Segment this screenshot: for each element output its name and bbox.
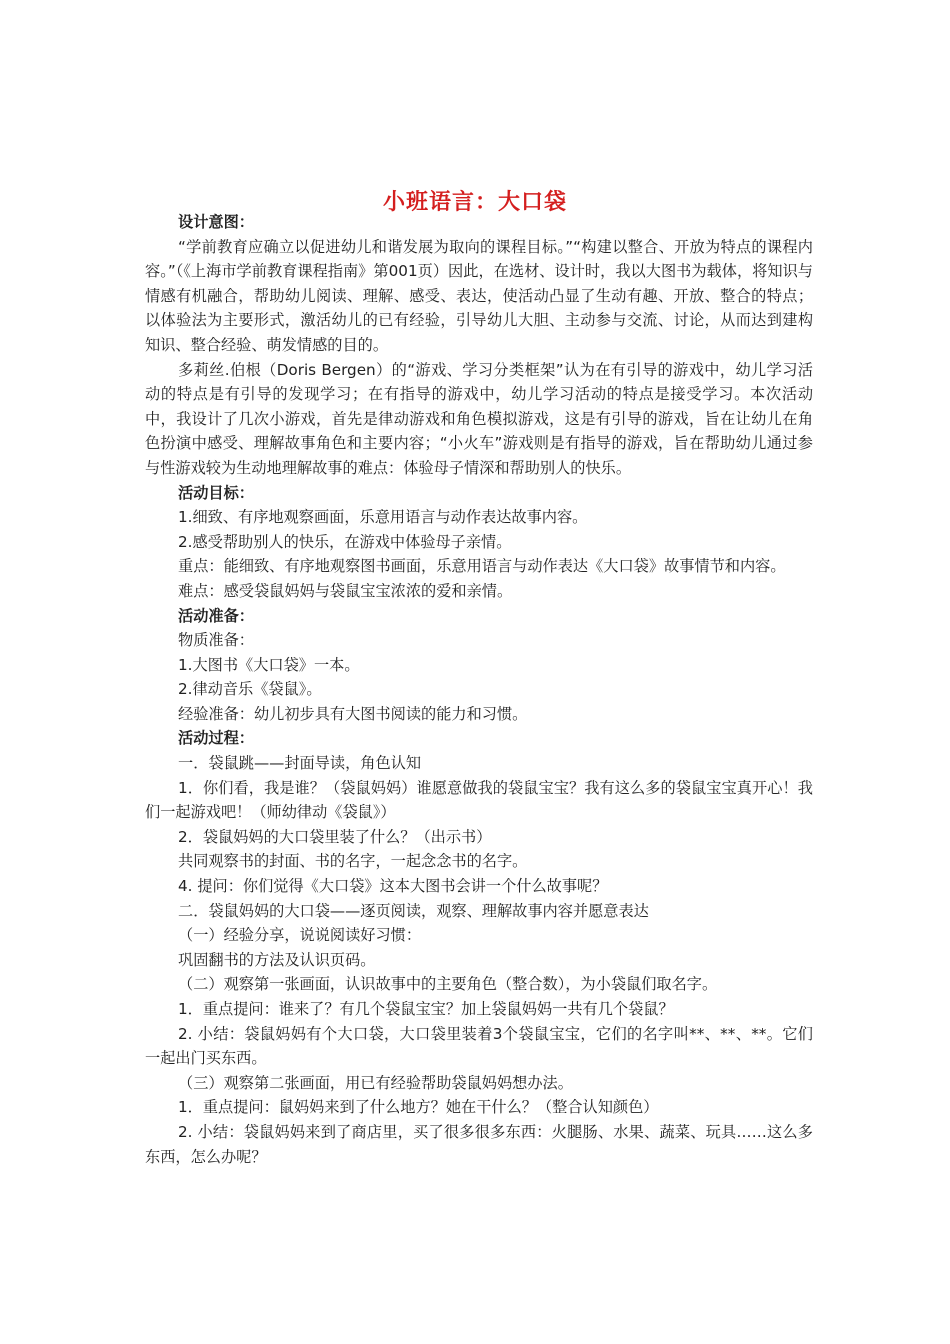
paragraph: “学前教育应确立以促进幼儿和谐发展为取向的课程目标。”“构建以整合、开放为特点的课程内容。”（《上海市学前教育课程指南》第001页）因此，在选材、设计时，我以大图书为载体，将知识与情感有机融合，帮助幼儿阅读、理解、感受、表达，使活动凸显了生动有趣、开放、整合的特点；以体验法为主要形式，激活幼儿的已有经验，引导幼儿大胆、主动参与交流、讨论，从而达到建构知识、整合经验、萌发情感的目的。 bbox=[145, 237, 813, 354]
paragraph: 重点：能细致、有序地观察图书画面，乐意用语言与动作表达《大口袋》故事情节和内容。 bbox=[178, 557, 786, 576]
paragraph: 1．你们看，我是谁？（袋鼠妈妈）谁愿意做我的袋鼠宝宝？我有这么多的袋鼠宝宝真开心！我们一起游戏吧！（师幼律动《袋鼠》） bbox=[145, 778, 813, 822]
paragraph: 多莉丝.伯根（Doris Bergen）的“游戏、学习分类框架”认为在有引导的游戏中，幼儿学习活动的特点是有引导的发现学习；在有指导的游戏中，幼儿学习活动的特点是接受学习。本次活动中，我设计了几次小游戏，首先是律动游戏和角色模拟游戏，这是有引导的游戏，旨在让幼儿在角色扮演中感受、理解故事角色和主要内容；“小火车”游戏则是有指导的游戏，旨在帮助幼儿通过参与性游戏较为生动地理解故事的难点：体验母子情深和帮助别人的快乐。 bbox=[145, 360, 813, 477]
paragraph: 1．重点提问：谁来了？有几个袋鼠宝宝？加上袋鼠妈妈一共有几个袋鼠？ bbox=[178, 1000, 674, 1018]
paragraph: 2.律动音乐《袋鼠》。 bbox=[178, 680, 322, 699]
paragraph: （一）经验分享，说说阅读好习惯： bbox=[178, 926, 421, 945]
page-title: 小班语言：大口袋 bbox=[382, 189, 567, 215]
section-heading: 设计意图： bbox=[178, 213, 254, 231]
paragraph: 共同观察书的封面、书的名字，一起念念书的名字。 bbox=[178, 852, 528, 871]
paragraph: 难点：感受袋鼠妈妈与袋鼠宝宝浓浓的爱和亲情。 bbox=[178, 581, 513, 600]
document-body bbox=[145, 210, 813, 1169]
paragraph: 二．袋鼠妈妈的大口袋——逐页阅读，观察、理解故事内容并愿意表达 bbox=[178, 901, 649, 920]
paragraph: 物质准备： bbox=[178, 631, 254, 650]
paragraph: （二）观察第一张画面，认识故事中的主要角色（整合数），为小袋鼠们取名字。 bbox=[178, 975, 718, 994]
paragraph: 2. 小结：袋鼠妈妈有个大口袋，大口袋里装着3个袋鼠宝宝，它们的名字叫**、**、**。它们一起出门买东西。 bbox=[145, 1024, 813, 1068]
paragraph: 2．袋鼠妈妈的大口袋里装了什么？（出示书） bbox=[178, 827, 492, 846]
paragraph: 4. 提问：你们觉得《大口袋》这本大图书会讲一个什么故事呢？ bbox=[178, 877, 608, 896]
paragraph: 1.细致、有序地观察画面，乐意用语言与动作表达故事内容。 bbox=[178, 508, 588, 527]
paragraph: 2. 小结：袋鼠妈妈来到了商店里，买了很多很多东西：火腿肠、水果、蔬菜、玩具……这么多东西，怎么办呢？ bbox=[145, 1122, 813, 1166]
section-heading: 活动过程： bbox=[178, 729, 254, 748]
paragraph: （三）观察第二张画面，用已有经验帮助袋鼠妈妈想办法。 bbox=[178, 1073, 573, 1092]
paragraph: 1．重点提问：鼠妈妈来到了什么地方？她在干什么？（整合认知颜色） bbox=[178, 1098, 659, 1117]
paragraph: 经验准备：幼儿初步具有大图书阅读的能力和习惯。 bbox=[178, 704, 528, 723]
section-heading: 活动目标： bbox=[178, 483, 254, 502]
paragraph: 巩固翻书的方法及认识页码。 bbox=[178, 950, 376, 969]
paragraph: 一．袋鼠跳——封面导读，角色认知 bbox=[178, 754, 421, 773]
section-heading: 活动准备： bbox=[178, 606, 254, 625]
paragraph: 1.大图书《大口袋》一本。 bbox=[178, 655, 360, 674]
paragraph: 2.感受帮助别人的快乐，在游戏中体验母子亲情。 bbox=[178, 532, 512, 551]
